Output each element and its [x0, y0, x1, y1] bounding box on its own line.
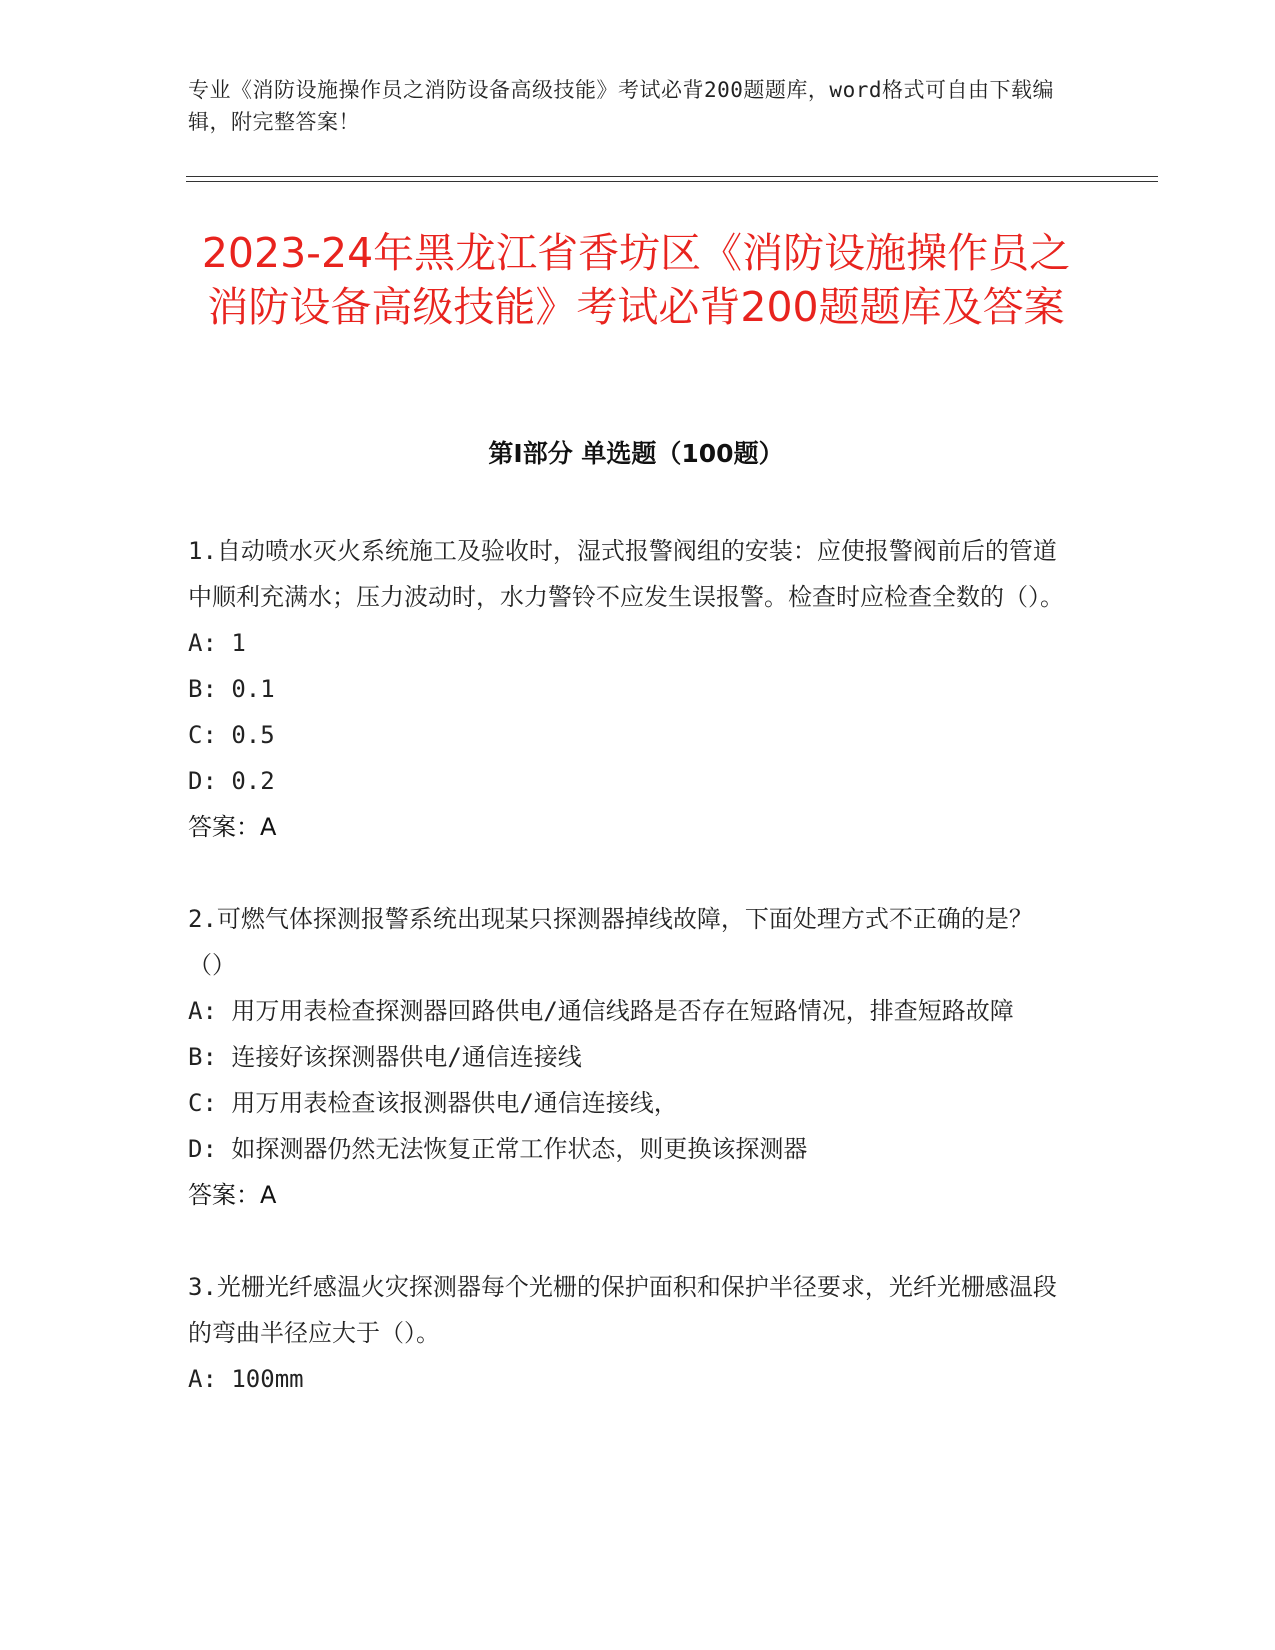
question-stem: 1.自动喷水灭火系统施工及验收时，湿式报警阀组的安装：应使报警阀前后的管道中顺利充满水；压力波动时，水力警铃不应发生误报警。检查时应检查全数的（）。	[188, 537, 1064, 611]
header-note: 专业《消防设施操作员之消防设备高级技能》考试必背200题题库，word格式可自由下载编辑，附完整答案！	[188, 78, 1054, 134]
document-title: 2023-24年黑龙江省香坊区《消防设施操作员之消防设备高级技能》考试必背200题题库及答案	[201, 229, 1071, 331]
question-list	[188, 528, 1068, 1448]
question-1	[188, 528, 1068, 850]
answer-line: 答案：A	[188, 1181, 277, 1209]
question-3	[188, 1264, 1068, 1402]
header-divider-top	[186, 176, 1158, 177]
header-divider-bottom	[186, 181, 1158, 182]
option-a: A: 100mm	[188, 1365, 304, 1393]
question-stem: 3.光栅光纤感温火灾探测器每个光栅的保护面积和保护半径要求，光纤光栅感温段的弯曲半径应大于（）。	[188, 1273, 1057, 1347]
option-b: B: 连接好该探测器供电/通信连接线	[188, 1043, 582, 1071]
option-a: A: 1	[188, 629, 246, 657]
option-c: C: 0.5	[188, 721, 275, 749]
section-heading: 第Ⅰ部分 单选题（100题）	[488, 439, 784, 468]
answer-line: 答案：A	[188, 813, 277, 841]
option-b: B: 0.1	[188, 675, 275, 703]
option-a: A: 用万用表检查探测器回路供电/通信线路是否存在短路情况，排查短路故障	[188, 997, 1014, 1025]
option-d: D: 0.2	[188, 767, 275, 795]
option-c: C: 用万用表检查该报测器供电/通信连接线，	[188, 1089, 678, 1117]
question-2	[188, 896, 1068, 1218]
option-d: D: 如探测器仍然无法恢复正常工作状态，则更换该探测器	[188, 1135, 808, 1163]
question-stem: 2.可燃气体探测报警系统出现某只探测器掉线故障，下面处理方式不正确的是？（）	[188, 905, 1033, 979]
